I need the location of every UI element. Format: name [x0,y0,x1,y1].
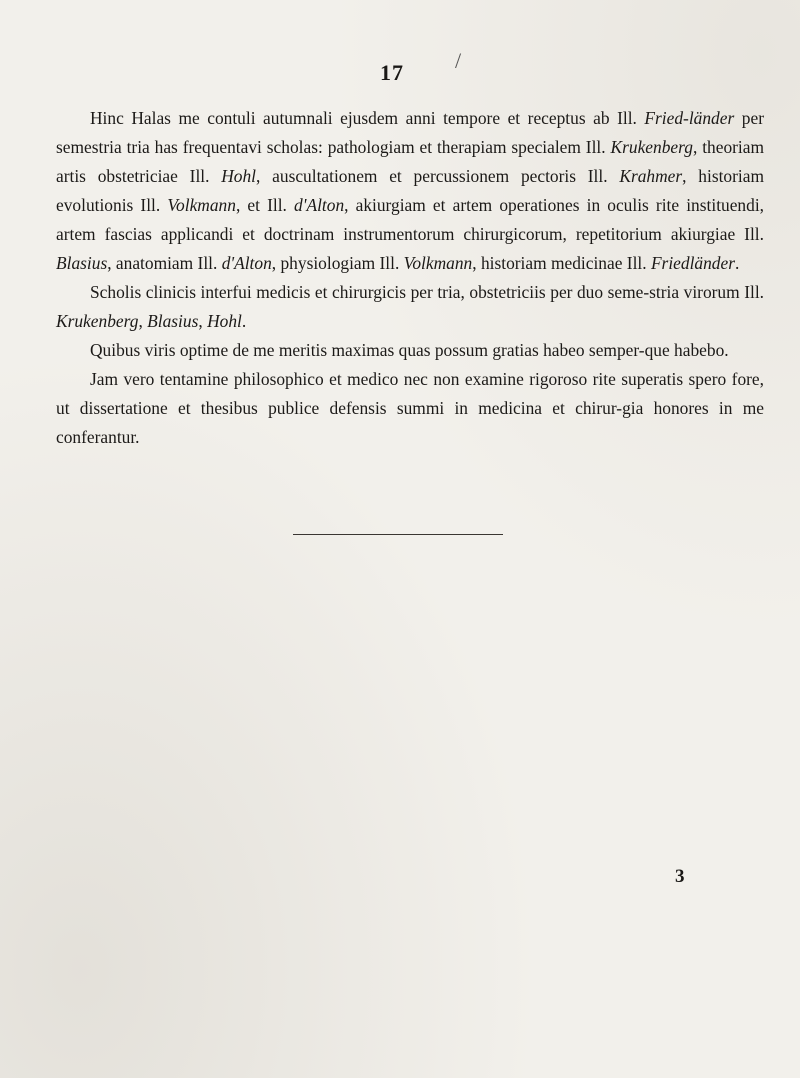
person-name: Volkmann [403,253,473,273]
person-name: d'Alton [294,195,345,215]
text-run: , akiurgiam et artem operationes in oculis rite instituendi, artem fascias applicandi et doctrinam instrumentorum chirurgicorum, repetitorium akiurgiae Ill. [56,195,765,244]
paragraph [56,278,764,336]
body-text [56,104,764,452]
person-name: Krukenberg [610,137,693,157]
text-run: Hinc Halas me contuli autumnali ejusdem anni tempore et receptus ab Ill. [90,108,645,128]
text-run: , auscultationem et percussionem pectoris Ill. [256,166,620,186]
person-name: Blasius [56,253,108,273]
paragraph [56,336,764,365]
page-number-top: 17 [380,60,404,85]
horizontal-rule [293,534,503,535]
text-run: per semestria tria has frequentavi scholas: pathologiam et therapiam specialem Ill. [56,108,764,157]
person-name: Fried-länder [644,108,735,128]
text-run: , historiam medicinae Ill. [472,253,651,273]
text-run: , [198,311,208,331]
signature-mark: 3 [675,866,685,887]
text-run: , [138,311,148,331]
person-name: Volkmann [167,195,236,215]
text-run: , et Ill. [235,195,295,215]
text-run: , theoriam artis obstetriciae Ill. [56,137,765,186]
person-name: Krahmer [619,166,683,186]
text-run: . [241,311,247,331]
paragraph [56,365,764,452]
text-run: , physiologiam Ill. [271,253,404,273]
text-run: Scholis clinicis interfui medicis et chirurgicis per tria, obstetriciis per duo seme-stria virorum Ill. [90,282,764,302]
text-run: Jam vero tentamine philosophico et medico nec non examine rigoroso rite superatis spero fore, ut dissertatione et thesibus publice defensis summi in medicina et chirur-gia honores in me conferantur. [56,369,764,447]
person-name: Krukenberg [56,311,139,331]
person-name: d'Alton [221,253,272,273]
stray-ink-mark: / [455,48,462,73]
paragraph [56,104,764,278]
text-run: Quibus viris optime de me meritis maximas quas possum gratias habeo semper-que habebo. [90,340,729,360]
person-name: Hohl [207,311,242,331]
text-run: , anatomiam Ill. [107,253,222,273]
person-name: Blasius [147,311,199,331]
text-run: , historiam evolutionis Ill. [56,166,764,215]
person-name: Hohl [221,166,257,186]
person-name: Friedländer [650,253,735,273]
text-run: . [734,253,740,273]
